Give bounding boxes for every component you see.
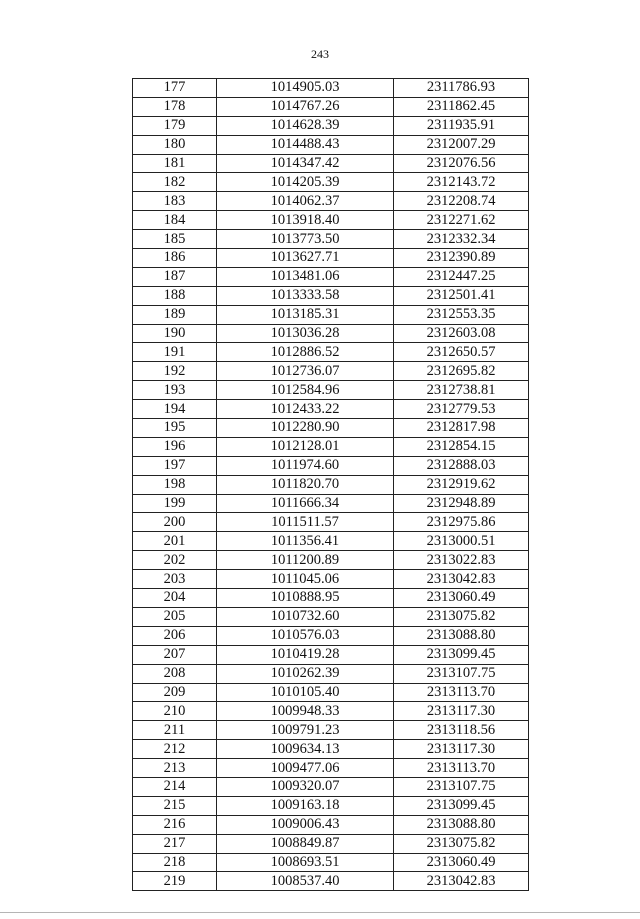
x-coordinate-cell: 1011200.89 bbox=[217, 551, 394, 570]
y-coordinate-cell: 2313060.49 bbox=[394, 589, 529, 608]
table-row bbox=[133, 343, 529, 362]
point-number-cell: 203 bbox=[133, 570, 217, 589]
y-coordinate-cell: 2313060.49 bbox=[394, 853, 529, 872]
table-row bbox=[133, 437, 529, 456]
x-coordinate-cell: 1013918.40 bbox=[217, 211, 394, 230]
x-coordinate-cell: 1013185.31 bbox=[217, 305, 394, 324]
table-row bbox=[133, 419, 529, 438]
table-row bbox=[133, 230, 529, 249]
point-number-cell: 196 bbox=[133, 437, 217, 456]
x-coordinate-cell: 1013773.50 bbox=[217, 230, 394, 249]
x-coordinate-cell: 1014628.39 bbox=[217, 116, 394, 135]
table-row bbox=[133, 286, 529, 305]
point-number-cell: 177 bbox=[133, 79, 217, 98]
y-coordinate-cell: 2313118.56 bbox=[394, 721, 529, 740]
table-row bbox=[133, 872, 529, 891]
y-coordinate-cell: 2312076.56 bbox=[394, 154, 529, 173]
x-coordinate-cell: 1009477.06 bbox=[217, 759, 394, 778]
x-coordinate-cell: 1009791.23 bbox=[217, 721, 394, 740]
table-row bbox=[133, 249, 529, 268]
table-row bbox=[133, 683, 529, 702]
point-number-cell: 208 bbox=[133, 664, 217, 683]
point-number-cell: 213 bbox=[133, 759, 217, 778]
point-number-cell: 205 bbox=[133, 607, 217, 626]
y-coordinate-cell: 2313107.75 bbox=[394, 664, 529, 683]
y-coordinate-cell: 2312779.53 bbox=[394, 400, 529, 419]
point-number-cell: 188 bbox=[133, 286, 217, 305]
table-row bbox=[133, 116, 529, 135]
y-coordinate-cell: 2311862.45 bbox=[394, 97, 529, 116]
x-coordinate-cell: 1014347.42 bbox=[217, 154, 394, 173]
x-coordinate-cell: 1009634.13 bbox=[217, 740, 394, 759]
y-coordinate-cell: 2313000.51 bbox=[394, 532, 529, 551]
y-coordinate-cell: 2312553.35 bbox=[394, 305, 529, 324]
x-coordinate-cell: 1014062.37 bbox=[217, 192, 394, 211]
point-number-cell: 181 bbox=[133, 154, 217, 173]
x-coordinate-cell: 1011045.06 bbox=[217, 570, 394, 589]
table-row bbox=[133, 513, 529, 532]
x-coordinate-cell: 1011356.41 bbox=[217, 532, 394, 551]
point-number-cell: 194 bbox=[133, 400, 217, 419]
point-number-cell: 183 bbox=[133, 192, 217, 211]
y-coordinate-cell: 2312888.03 bbox=[394, 456, 529, 475]
y-coordinate-cell: 2313042.83 bbox=[394, 872, 529, 891]
table-row bbox=[133, 456, 529, 475]
x-coordinate-cell: 1011820.70 bbox=[217, 475, 394, 494]
table-row bbox=[133, 626, 529, 645]
table-row bbox=[133, 135, 529, 154]
point-number-cell: 184 bbox=[133, 211, 217, 230]
point-number-cell: 190 bbox=[133, 324, 217, 343]
y-coordinate-cell: 2312271.62 bbox=[394, 211, 529, 230]
table-row bbox=[133, 532, 529, 551]
x-coordinate-cell: 1008693.51 bbox=[217, 853, 394, 872]
table-row bbox=[133, 777, 529, 796]
point-number-cell: 201 bbox=[133, 532, 217, 551]
table-row bbox=[133, 721, 529, 740]
point-number-cell: 200 bbox=[133, 513, 217, 532]
table-row bbox=[133, 759, 529, 778]
x-coordinate-cell: 1012584.96 bbox=[217, 381, 394, 400]
y-coordinate-cell: 2312332.34 bbox=[394, 230, 529, 249]
table-row bbox=[133, 324, 529, 343]
table-row bbox=[133, 494, 529, 513]
point-number-cell: 212 bbox=[133, 740, 217, 759]
y-coordinate-cell: 2313107.75 bbox=[394, 777, 529, 796]
point-number-cell: 211 bbox=[133, 721, 217, 740]
x-coordinate-cell: 1012280.90 bbox=[217, 419, 394, 438]
point-number-cell: 193 bbox=[133, 381, 217, 400]
y-coordinate-cell: 2312948.89 bbox=[394, 494, 529, 513]
table-row bbox=[133, 607, 529, 626]
x-coordinate-cell: 1010105.40 bbox=[217, 683, 394, 702]
point-number-cell: 195 bbox=[133, 419, 217, 438]
point-number-cell: 185 bbox=[133, 230, 217, 249]
x-coordinate-cell: 1012128.01 bbox=[217, 437, 394, 456]
point-number-cell: 209 bbox=[133, 683, 217, 702]
table-row bbox=[133, 645, 529, 664]
x-coordinate-cell: 1012433.22 bbox=[217, 400, 394, 419]
y-coordinate-cell: 2313088.80 bbox=[394, 815, 529, 834]
y-coordinate-cell: 2313099.45 bbox=[394, 796, 529, 815]
y-coordinate-cell: 2313075.82 bbox=[394, 607, 529, 626]
x-coordinate-cell: 1011974.60 bbox=[217, 456, 394, 475]
x-coordinate-cell: 1012886.52 bbox=[217, 343, 394, 362]
x-coordinate-cell: 1009163.18 bbox=[217, 796, 394, 815]
x-coordinate-cell: 1014205.39 bbox=[217, 173, 394, 192]
x-coordinate-cell: 1010262.39 bbox=[217, 664, 394, 683]
x-coordinate-cell: 1014905.03 bbox=[217, 79, 394, 98]
x-coordinate-cell: 1014767.26 bbox=[217, 97, 394, 116]
y-coordinate-cell: 2312817.98 bbox=[394, 419, 529, 438]
point-number-cell: 180 bbox=[133, 135, 217, 154]
y-coordinate-cell: 2313117.30 bbox=[394, 702, 529, 721]
x-coordinate-cell: 1009948.33 bbox=[217, 702, 394, 721]
table-row bbox=[133, 664, 529, 683]
point-number-cell: 178 bbox=[133, 97, 217, 116]
x-coordinate-cell: 1010888.95 bbox=[217, 589, 394, 608]
table-row bbox=[133, 475, 529, 494]
x-coordinate-cell: 1012736.07 bbox=[217, 362, 394, 381]
point-number-cell: 192 bbox=[133, 362, 217, 381]
point-number-cell: 179 bbox=[133, 116, 217, 135]
x-coordinate-cell: 1011666.34 bbox=[217, 494, 394, 513]
table-row bbox=[133, 381, 529, 400]
x-coordinate-cell: 1013036.28 bbox=[217, 324, 394, 343]
y-coordinate-cell: 2312501.41 bbox=[394, 286, 529, 305]
point-number-cell: 202 bbox=[133, 551, 217, 570]
y-coordinate-cell: 2313075.82 bbox=[394, 834, 529, 853]
table-row bbox=[133, 815, 529, 834]
coordinates-table-body bbox=[133, 79, 529, 891]
x-coordinate-cell: 1010419.28 bbox=[217, 645, 394, 664]
table-row bbox=[133, 211, 529, 230]
y-coordinate-cell: 2312975.86 bbox=[394, 513, 529, 532]
y-coordinate-cell: 2311786.93 bbox=[394, 79, 529, 98]
x-coordinate-cell: 1009320.07 bbox=[217, 777, 394, 796]
point-number-cell: 204 bbox=[133, 589, 217, 608]
table-row bbox=[133, 570, 529, 589]
point-number-cell: 210 bbox=[133, 702, 217, 721]
y-coordinate-cell: 2312919.62 bbox=[394, 475, 529, 494]
point-number-cell: 198 bbox=[133, 475, 217, 494]
point-number-cell: 215 bbox=[133, 796, 217, 815]
point-number-cell: 187 bbox=[133, 267, 217, 286]
y-coordinate-cell: 2312208.74 bbox=[394, 192, 529, 211]
y-coordinate-cell: 2313022.83 bbox=[394, 551, 529, 570]
y-coordinate-cell: 2313117.30 bbox=[394, 740, 529, 759]
table-row bbox=[133, 97, 529, 116]
x-coordinate-cell: 1013333.58 bbox=[217, 286, 394, 305]
point-number-cell: 189 bbox=[133, 305, 217, 324]
point-number-cell: 197 bbox=[133, 456, 217, 475]
point-number-cell: 214 bbox=[133, 777, 217, 796]
x-coordinate-cell: 1010732.60 bbox=[217, 607, 394, 626]
y-coordinate-cell: 2313113.70 bbox=[394, 759, 529, 778]
x-coordinate-cell: 1013627.71 bbox=[217, 249, 394, 268]
point-number-cell: 218 bbox=[133, 853, 217, 872]
point-number-cell: 216 bbox=[133, 815, 217, 834]
y-coordinate-cell: 2313099.45 bbox=[394, 645, 529, 664]
x-coordinate-cell: 1009006.43 bbox=[217, 815, 394, 834]
y-coordinate-cell: 2312143.72 bbox=[394, 173, 529, 192]
table-row bbox=[133, 400, 529, 419]
y-coordinate-cell: 2313113.70 bbox=[394, 683, 529, 702]
y-coordinate-cell: 2312854.15 bbox=[394, 437, 529, 456]
x-coordinate-cell: 1008849.87 bbox=[217, 834, 394, 853]
x-coordinate-cell: 1011511.57 bbox=[217, 513, 394, 532]
y-coordinate-cell: 2312390.89 bbox=[394, 249, 529, 268]
point-number-cell: 217 bbox=[133, 834, 217, 853]
point-number-cell: 199 bbox=[133, 494, 217, 513]
y-coordinate-cell: 2311935.91 bbox=[394, 116, 529, 135]
table-row bbox=[133, 362, 529, 381]
table-row bbox=[133, 702, 529, 721]
point-number-cell: 186 bbox=[133, 249, 217, 268]
y-coordinate-cell: 2312447.25 bbox=[394, 267, 529, 286]
x-coordinate-cell: 1013481.06 bbox=[217, 267, 394, 286]
point-number-cell: 206 bbox=[133, 626, 217, 645]
table-row bbox=[133, 79, 529, 98]
y-coordinate-cell: 2312695.82 bbox=[394, 362, 529, 381]
x-coordinate-cell: 1010576.03 bbox=[217, 626, 394, 645]
point-number-cell: 207 bbox=[133, 645, 217, 664]
point-number-cell: 191 bbox=[133, 343, 217, 362]
page-number: 243 bbox=[311, 47, 329, 61]
point-number-cell: 182 bbox=[133, 173, 217, 192]
y-coordinate-cell: 2312738.81 bbox=[394, 381, 529, 400]
table-row bbox=[133, 192, 529, 211]
y-coordinate-cell: 2312603.08 bbox=[394, 324, 529, 343]
table-row bbox=[133, 154, 529, 173]
page-bottom-rule bbox=[0, 912, 640, 913]
table-row bbox=[133, 305, 529, 324]
y-coordinate-cell: 2313088.80 bbox=[394, 626, 529, 645]
table-row bbox=[133, 834, 529, 853]
table-row bbox=[133, 740, 529, 759]
x-coordinate-cell: 1008537.40 bbox=[217, 872, 394, 891]
y-coordinate-cell: 2312650.57 bbox=[394, 343, 529, 362]
table-row bbox=[133, 173, 529, 192]
y-coordinate-cell: 2312007.29 bbox=[394, 135, 529, 154]
x-coordinate-cell: 1014488.43 bbox=[217, 135, 394, 154]
table-row bbox=[133, 589, 529, 608]
coordinates-table bbox=[132, 78, 529, 891]
y-coordinate-cell: 2313042.83 bbox=[394, 570, 529, 589]
table-row bbox=[133, 796, 529, 815]
table-row bbox=[133, 853, 529, 872]
table-row bbox=[133, 267, 529, 286]
point-number-cell: 219 bbox=[133, 872, 217, 891]
table-row bbox=[133, 551, 529, 570]
